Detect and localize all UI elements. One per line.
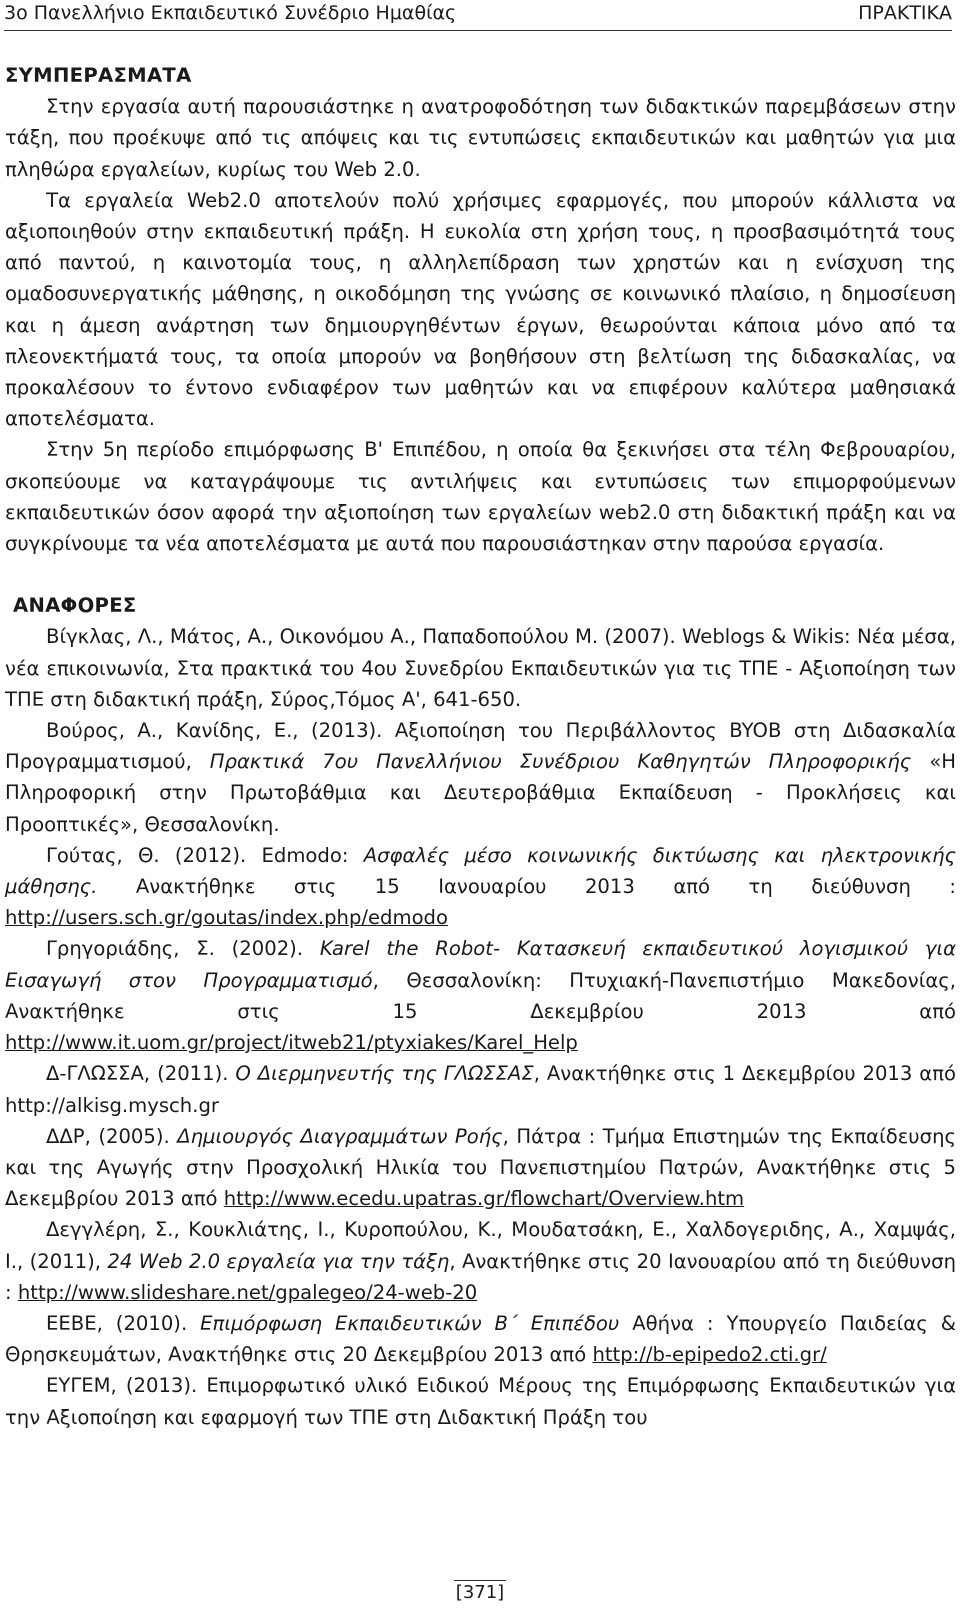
conclusions-heading: ΣΥΜΠΕΡΑΣΜΑΤΑ — [5, 64, 192, 87]
conclusions-paragraph-2: Τα εργαλεία Web2.0 αποτελούν πολύ χρήσιμες εφαρμογές, που μπορούν κάλλιστα να αξιοποιηθούν στην εκπαιδευτική πράξη. Η ευκολία στη χρήση τους, η προσβασιμότητά τους από παντού, η καινοτομία τους, η αλληλεπίδραση των χρηστών και η ενίσχυση της ομαδοσυνεργατικής μάθησης, η οικοδόμηση της γνώσης σε κοινωνικό πλαίσιο, η δημοσίευση και η άμεση ανάρτηση των δημιουργηθέντων έργων, θεωρούνται κάποια μόνο από τα πλεονεκτήματά τους, τα οποία μπορούν να βοηθήσουν στη βελτίωση της διδασκαλίας, να προκαλέσουν το έντονο ενδιαφέρον των μαθητών και να επιφέρουν καλύτερα μαθησιακά αποτελέσματα. — [5, 188, 956, 431]
section-label: ΠΡΑΚΤΙΚΑ — [858, 2, 952, 24]
reference-8-authors: ΕΕΒΕ, (2010). — [46, 1311, 201, 1335]
reference-7-title: 24 Web 2.0 εργαλεία για την τάξη — [107, 1249, 450, 1273]
reference-7-details: , Ανακτήθηκε στις 20 Ιανουαρίου από τη διεύθυνση : — [5, 1249, 956, 1304]
reference-2-title: Πρακτικά 7ου Πανελλήνιου Συνέδριου Καθηγητών Πληροφορικής — [209, 750, 912, 774]
reference-6-link[interactable]: http://www.ecedu.upatras.gr/flowchart/Overview.htm — [223, 1187, 745, 1211]
reference-5 — [5, 1058, 956, 1120]
conclusions-paragraph-1: Στην εργασία αυτή παρουσιάστηκε η ανατροφοδότηση των διδακτικών παρεμβάσεων στην τάξη, που προέκυψε από τις απόψεις και τις εντυπώσεις εκπαιδευτικών και μαθητών για μια πληθώρα εργαλείων, κυρίως του Web 2.0. — [5, 95, 956, 181]
conference-title: 3ο Πανελλήνιο Εκπαιδευτικό Συνέδριο Ημαθίας — [4, 2, 457, 24]
reference-5-authors: Δ-ΓΛΩΣΣΑ, (2011). — [46, 1062, 236, 1086]
reference-8-details: Αθήνα : Υπουργείο Παιδείας & Θρησκευμάτων, Ανακτήθηκε στις 20 Δεκεμβρίου 2013 από — [5, 1311, 956, 1367]
reference-6-authors: ΔΔΡ, (2005). — [46, 1124, 178, 1148]
reference-3-details: Ανακτήθηκε στις 15 Ιανουαρίου 2013 από τη διεύθυνση : — [97, 875, 956, 899]
reference-4-authors: Γρηγοριάδης, Σ. (2002). — [46, 937, 320, 961]
reference-8 — [5, 1308, 956, 1370]
reference-6-title: Δημιουργός Διαγραμμάτων Ροής — [177, 1124, 503, 1148]
reference-9: ΕΥΓΕΜ, (2013). Επιμορφωτικό υλικό Ειδικού Μέρους της Επιμόρφωσης Εκπαιδευτικών για την Αξιοποίηση και εφαρμογή των ΤΠΕ στη Διδακτική Πράξη του — [5, 1374, 956, 1429]
reference-3-authors: Γούτας, Θ. (2012). Edmodo: — [46, 843, 364, 867]
reference-7-authors: Δεγγλέρη, Σ., Κουκλιάτης, Ι., Κυροπούλου, Κ., Μουδατσάκη, Ε., Χαλδογεριδης, Α., Χαμψάς, Ι., (2011), — [5, 1218, 956, 1273]
reference-7-link[interactable]: http://www.slideshare.net/gpalegeo/24-web-20 — [17, 1280, 478, 1304]
reference-4-details: , Θεσσαλονίκη: Πτυχιακή-Πανεπιστήμιο Μακεδονίας, Ανακτήθηκε στις 15 Δεκεμβρίου 2013 από — [5, 968, 956, 1023]
reference-5-details: , Ανακτήθηκε στις 1 Δεκεμβρίου 2013 από http://alkisg.mysch.gr — [5, 1062, 956, 1117]
reference-8-link[interactable]: http://b-epipedo2.cti.gr/ — [592, 1343, 827, 1367]
reference-8-title: Επιμόρφωση Εκπαιδευτικών Β΄ Επιπέδου — [200, 1311, 620, 1335]
reference-1: Βίγκλας, Λ., Μάτος, Α., Οικονόμου Α., Παπαδοπούλου Μ. (2007). Weblogs & Wikis: Νέα μέσα, νέα επικοινωνία, Στα πρακτικά του 4ου Συνεδρίου Εκπαιδευτικών για τις ΤΠΕ - Αξιοποίηση των ΤΠΕ στη διδακτική πράξη, Σύρος,Τόμος Α', 641-650. — [5, 625, 956, 711]
reference-6-details: , Πάτρα : Τμήμα Επιστημών της Εκπαίδευσης και της Αγωγής στην Προσχολική Ηλικία του Πανεπιστημίου Πατρών, Ανακτήθηκε στις 5 Δεκεμβρίου 2013 από — [5, 1124, 956, 1211]
page-header — [4, 0, 952, 31]
page-number: [371] — [455, 1582, 505, 1603]
reference-4-link[interactable]: http://www.it.uom.gr/project/itweb21/ptyxiakes/Karel_Help — [5, 1031, 578, 1055]
reference-4 — [5, 933, 956, 1058]
page-content — [5, 60, 956, 1433]
reference-6 — [5, 1121, 956, 1215]
references-heading: ΑΝΑΦΟΡΕΣ — [13, 594, 137, 618]
reference-5-title: Ο Διερμηνευτής της ΓΛΩΣΣΑΣ — [235, 1062, 534, 1086]
reference-2-details: «Η Πληροφορική στην Πρωτοβάθμια και Δευτεροβάθμια Εκπαίδευση - Προκλήσεις και Προοπτικές», Θεσσαλονίκη. — [5, 750, 956, 836]
reference-2-authors: Βούρος, Α., Κανίδης, Ε., (2013). Αξιοποίηση του Περιβάλλοντος BYOB στη Διδασκαλία Προγραμματισμού, — [5, 719, 956, 774]
reference-7 — [5, 1214, 956, 1308]
reference-4-title: Karel the Robot- Κατασκευή εκπαιδευτικού λογισμικού για Εισαγωγή στον Προγραμματισμό — [5, 937, 957, 992]
reference-3 — [5, 840, 956, 934]
page-footer — [0, 1580, 960, 1605]
conclusions-paragraph-3: Στην 5η περίοδο επιμόρφωσης Β' Επιπέδου, η οποία θα ξεκινήσει στα τέλη Φεβρουαρίου, σκοπεύουμε να καταγράψουμε τις αντιλήψεις και εντυπώσεις των επιμορφούμενων εκπαιδευτικών όσον αφορά την αξιοποίηση των εργαλείων web2.0 στη διδακτική πράξη και να συγκρίνουμε τα νέα αποτελέσματα με αυτά που παρουσιάστηκαν στην παρούσα εργασία. — [5, 438, 956, 556]
reference-3-link[interactable]: http://users.sch.gr/goutas/index.php/edmodo — [5, 906, 448, 930]
reference-2 — [5, 715, 956, 840]
reference-3-title: Ασφαλές μέσο κοινωνικής δικτύωσης και ηλεκτρονικής μάθησης. — [5, 843, 956, 899]
